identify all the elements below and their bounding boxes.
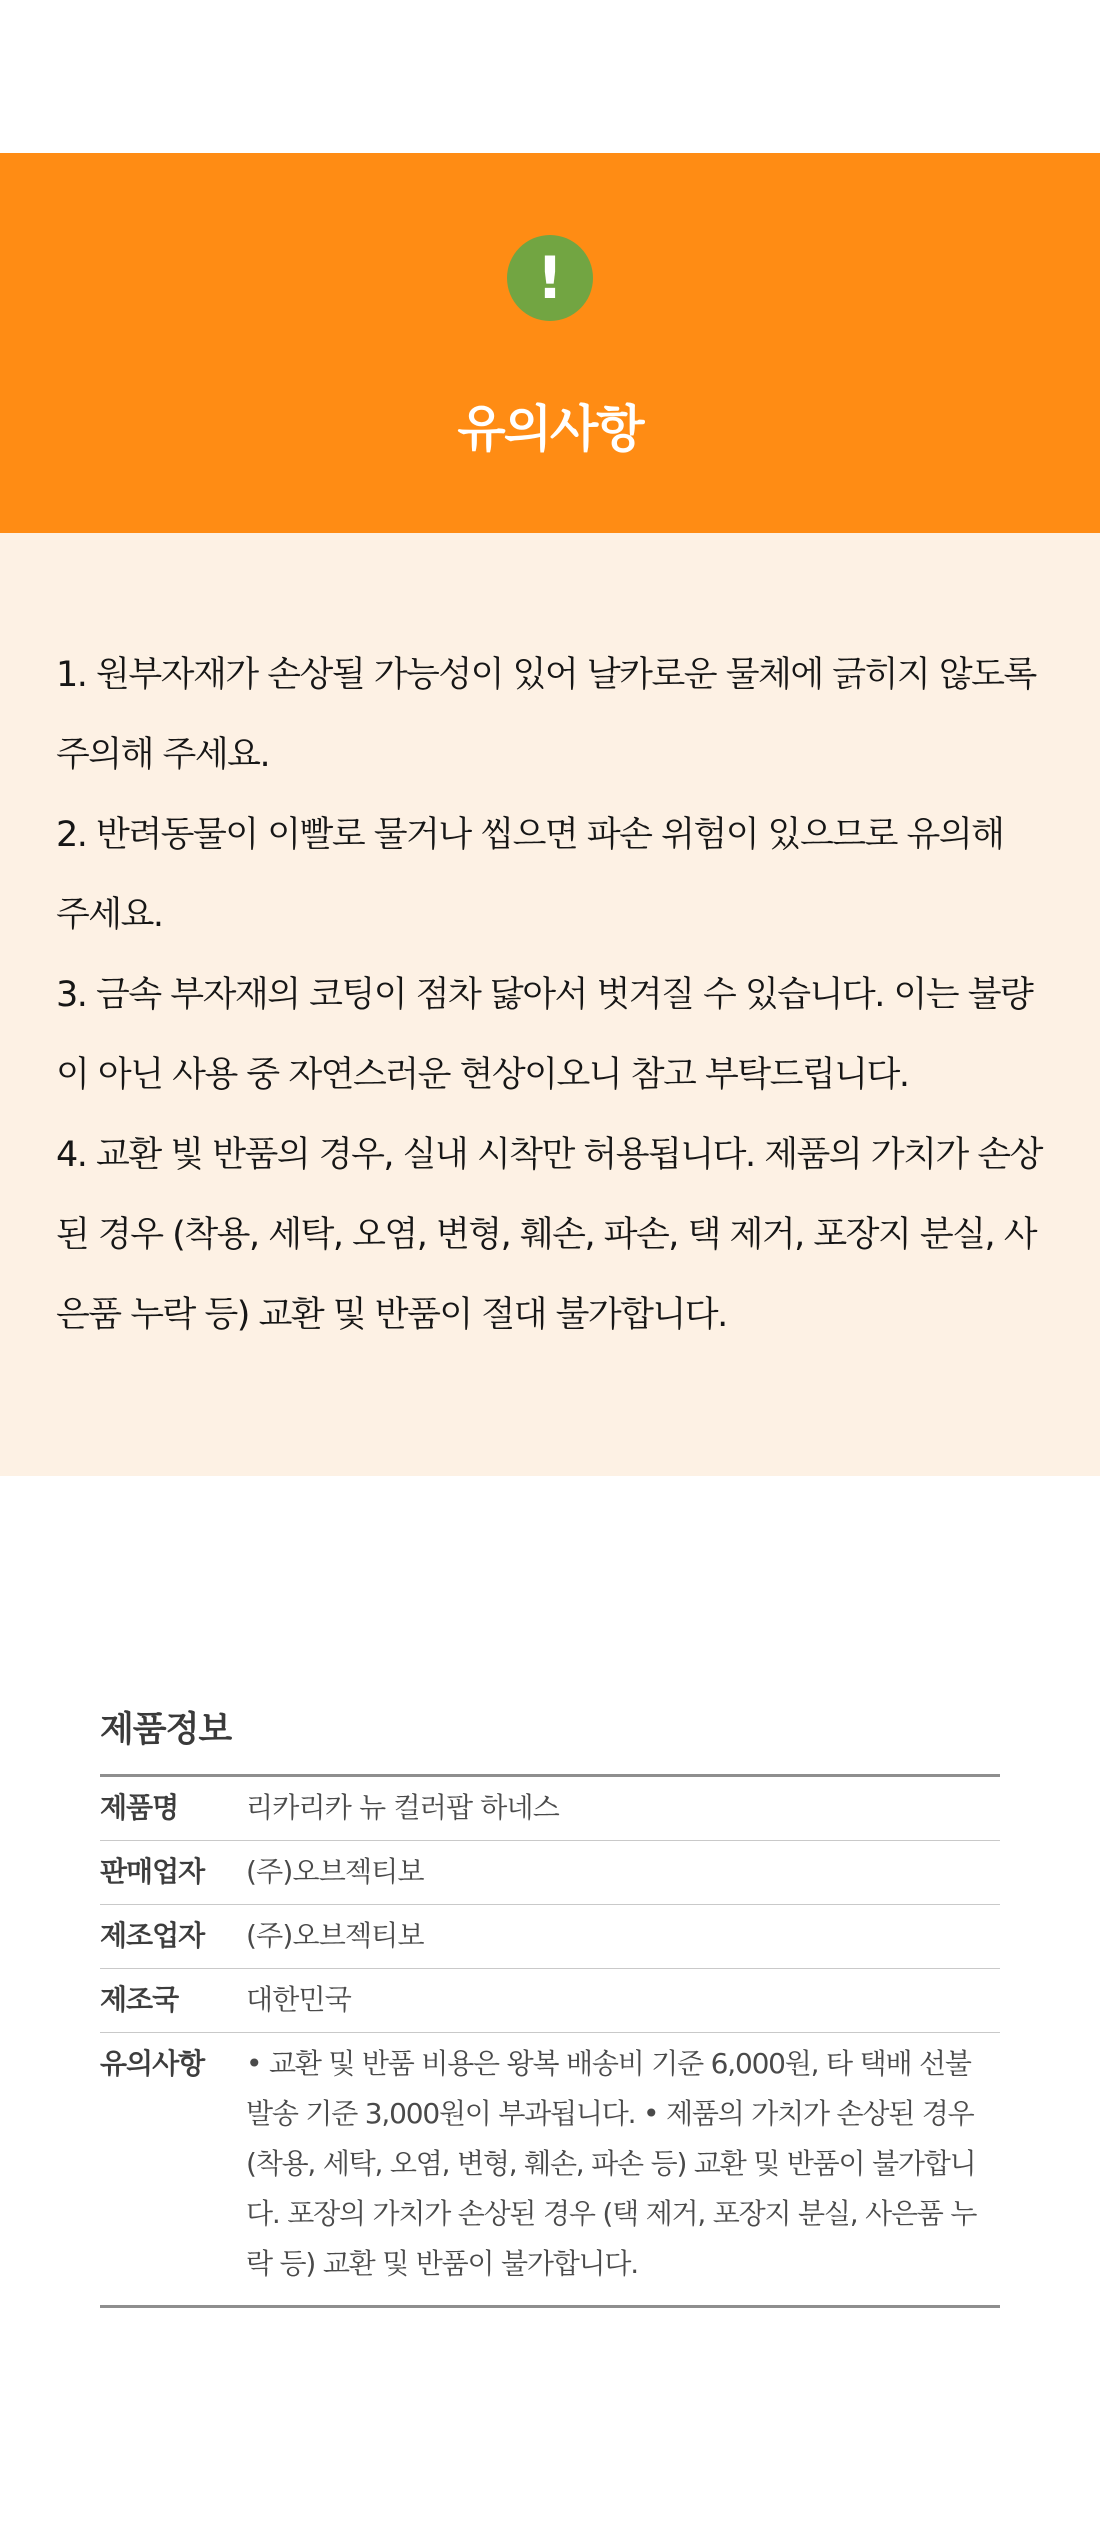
- product-info-heading: 제품정보: [100, 1710, 232, 1750]
- top-spacer: [0, 0, 1100, 153]
- caution-title: 유의사항: [457, 400, 643, 458]
- row-label-country: 제조국: [100, 1983, 179, 2016]
- notice-item-1: 1. 원부자재가 손상될 가능성이 있어 날카로운 물체에 긁히지 않도록 주의해 주세요.: [56, 655, 1036, 775]
- table-row: [100, 1776, 1000, 1841]
- caution-banner: [0, 153, 1100, 533]
- notice-item-2: 2. 반려동물이 이빨로 물거나 씹으면 파손 위험이 있으므로 유의해 주세요.: [56, 815, 1004, 935]
- section-gap: [0, 1476, 1100, 1708]
- table-row: [100, 1841, 1000, 1905]
- row-label-product-name: 제품명: [100, 1791, 179, 1824]
- row-label-manufacturer: 제조업자: [100, 1919, 205, 1952]
- table-row: [100, 1969, 1000, 2033]
- notice-item-3: 3. 금속 부자재의 코팅이 점차 닳아서 벗겨질 수 있습니다. 이는 불량이 아닌 사용 중 자연스러운 현상이오니 참고 부탁드립니다.: [56, 975, 1033, 1095]
- row-value-product-name: 리카리카 뉴 컬러팝 하네스: [246, 1791, 560, 1824]
- row-value-manufacturer: (주)오브젝티보: [246, 1919, 424, 1952]
- row-value-country: 대한민국: [246, 1983, 351, 2016]
- product-info-table: [100, 1774, 1000, 2308]
- row-value-caution: • 교환 및 반품 비용은 왕복 배송비 기준 6,000원, 타 택배 선불 발송 기준 3,000원이 부과됩니다. • 제품의 가치가 손상된 경우 (착용, 세탁, 오염, 변형, 훼손, 파손 등) 교환 및 반품이 불가합니다. 포장의 가치가 손상된 경우 (택 제거, 포장지 분실, 사은품 누락 등) 교환 및 반품이 불가합니다.: [246, 2047, 977, 2280]
- table-row: [100, 2033, 1000, 2307]
- table-row: [100, 1905, 1000, 1969]
- exclamation-icon: !: [507, 235, 593, 321]
- product-info: [100, 1708, 1000, 2308]
- notice-item-4: 4. 교환 빛 반품의 경우, 실내 시착만 허용됩니다. 제품의 가치가 손상된 경우 (착용, 세탁, 오염, 변형, 훼손, 파손, 택 제거, 포장지 분실, 사은품 누락 등) 교환 및 반품이 절대 불가합니다.: [56, 1135, 1042, 1335]
- row-label-caution: 유의사항: [100, 2047, 205, 2080]
- row-value-seller: (주)오브젝티보: [246, 1855, 424, 1888]
- row-label-seller: 판매업자: [100, 1855, 205, 1888]
- caution-notice: [0, 533, 1100, 1476]
